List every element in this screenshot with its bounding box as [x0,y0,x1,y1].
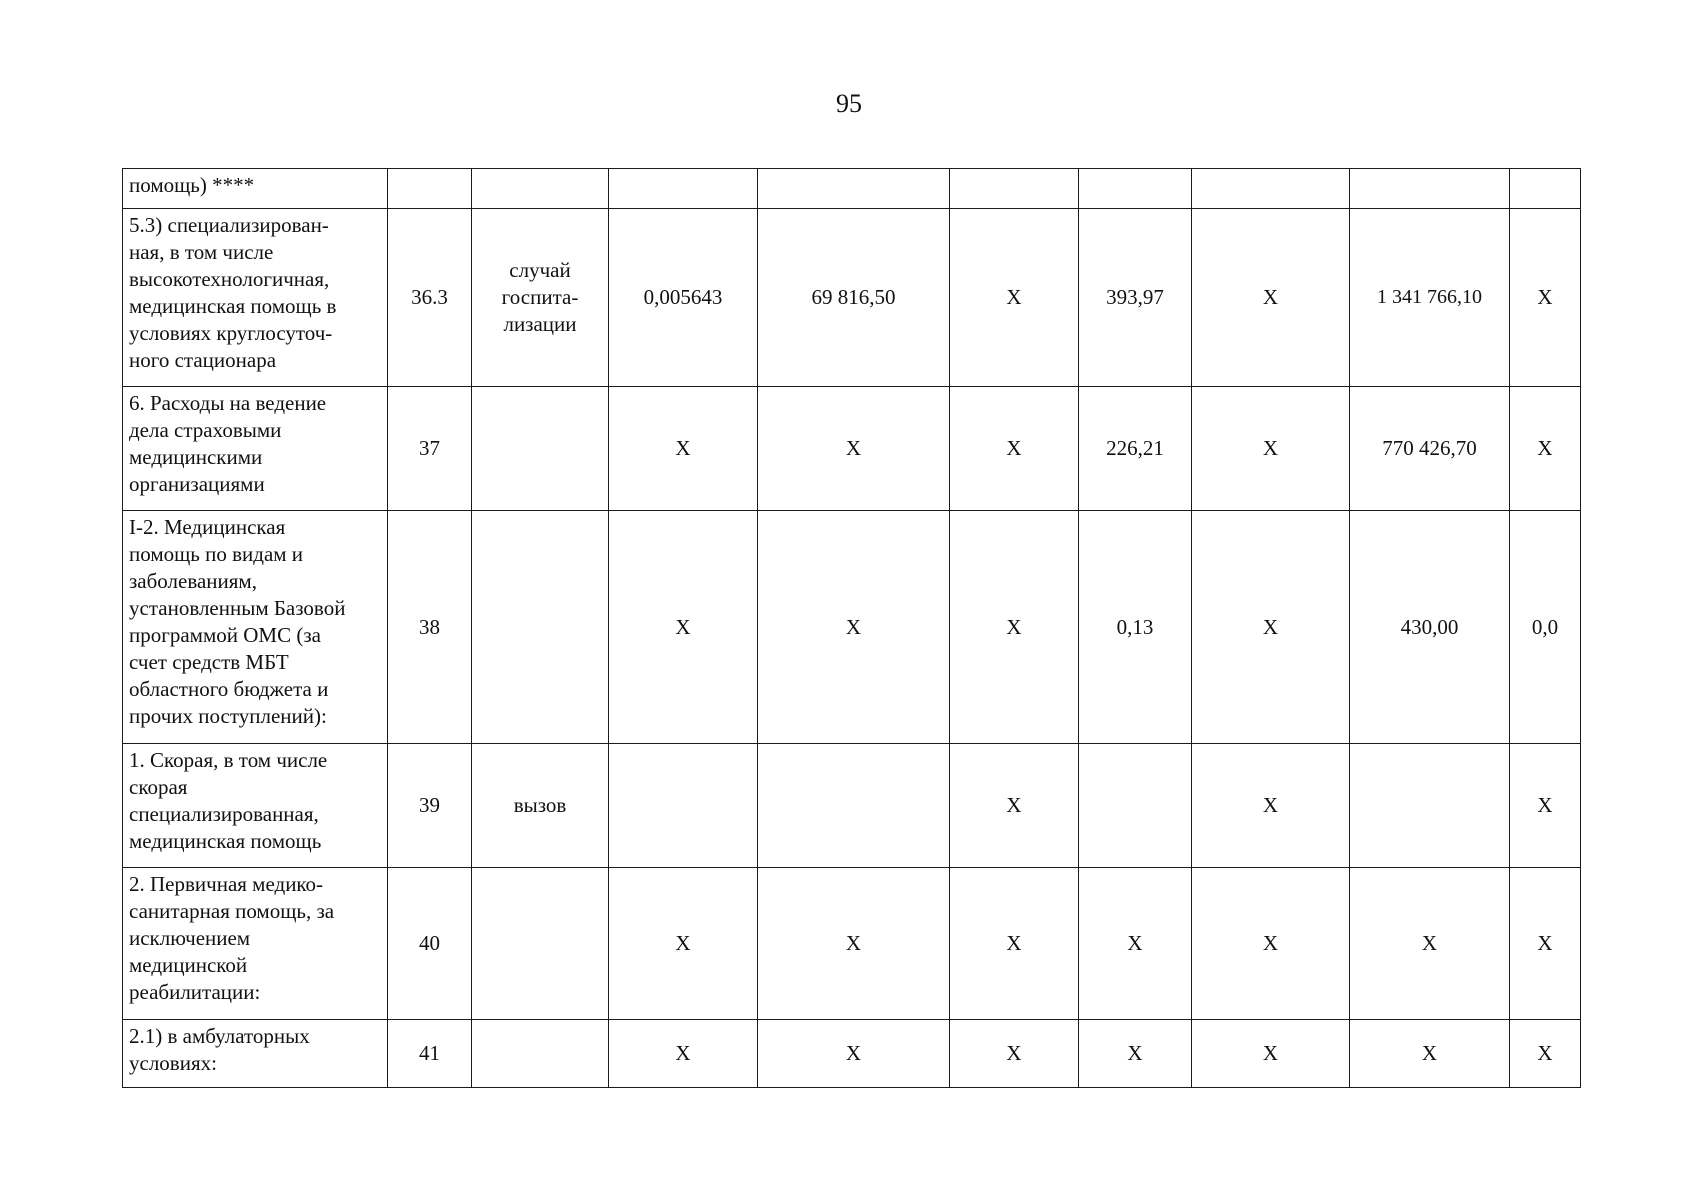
row-number: 37 [419,436,440,460]
value-cell [1192,511,1350,744]
row-number-cell [388,169,472,209]
row-name: 6. Расходы на ведение дела страховыми медицинскими организациями [129,391,327,496]
value: X [675,614,691,639]
value-cell [1079,1020,1192,1088]
table-row [123,868,1581,1020]
value-cell [609,511,758,744]
value-cell [1350,169,1510,209]
value-cell [758,387,950,511]
value-cell [1079,868,1192,1020]
value: X [1537,436,1553,460]
value: X [845,436,862,460]
value: X [1537,1041,1553,1065]
row-name: 5.3) специализирован- ная, в том числе высокотехнологичная, медицинская помощь в условиях круглосуточ- ного стационара [129,213,337,372]
value-cell [1510,868,1581,1020]
value: X [675,436,691,460]
value-cell [609,1020,758,1088]
value-cell [950,868,1079,1020]
unit: случай госпита- лизации [501,258,579,336]
value: 430,00 [1400,614,1459,639]
table-row [123,387,1581,511]
unit-cell [472,169,609,209]
value: X [1537,931,1553,955]
value-cell [1510,169,1581,209]
row-number-cell [388,868,472,1020]
value-cell [758,169,950,209]
value: 0,13 [1116,614,1154,639]
value-cell [1510,1020,1581,1088]
value-cell [758,209,950,387]
value-cell [950,209,1079,387]
value-cell [950,1020,1079,1088]
value: X [1537,285,1553,309]
value: X [1006,931,1022,955]
value-cell [950,744,1079,868]
value-cell [609,387,758,511]
value: X [845,1041,862,1065]
value: 0,0 [1531,614,1559,639]
value: 770 426,70 [1382,436,1477,460]
row-number: 38 [419,614,440,639]
value: X [1262,793,1279,817]
value-cell [758,1020,950,1088]
value: X [845,614,862,639]
value: X [1006,793,1022,817]
value: X [1127,931,1143,955]
value: X [1006,614,1022,639]
row-name: помощь) **** [129,173,255,197]
table-row [123,209,1581,387]
value-cell [1350,387,1510,511]
value: X [675,931,691,955]
value-cell [1350,209,1510,387]
row-number-cell [388,1020,472,1088]
unit-cell [472,744,609,868]
value-cell [758,744,950,868]
value-cell [1350,868,1510,1020]
value-cell [609,209,758,387]
value-cell [1192,209,1350,387]
value: X [1127,1041,1143,1065]
value: X [675,1041,691,1065]
value: X [1262,285,1279,309]
table-row [123,744,1581,868]
unit-cell [472,868,609,1020]
value-cell [1079,511,1192,744]
value: X [1006,1041,1022,1065]
value: X [1262,1041,1279,1065]
value: X [1262,614,1279,639]
value: X [1421,1041,1438,1065]
value: X [1421,931,1438,955]
row-name-cell [123,1020,388,1088]
row-number-cell [388,209,472,387]
value: X [1006,436,1022,460]
row-number-cell [388,387,472,511]
value-cell [1192,387,1350,511]
unit-cell [472,511,609,744]
value-cell [1192,1020,1350,1088]
unit-cell [472,387,609,511]
row-name-cell [123,387,388,511]
row-name: 2. Первичная медико- санитарная помощь, за исключением медицинской реабилитации: [129,872,335,1004]
unit-cell [472,1020,609,1088]
value: 69 816,50 [811,285,896,309]
row-name: I-2. Медицинская помощь по видам и заболеваниям, установленным Базовой программой ОМС (за счет средств МБТ областного бюджета и прочих поступлений): [129,515,346,728]
value: X [1537,793,1553,817]
row-name-cell [123,169,388,209]
table-row [123,169,1581,209]
value-cell [1350,744,1510,868]
value-cell [1350,511,1510,744]
row-number: 39 [419,793,440,817]
value-cell [609,744,758,868]
value-cell [609,868,758,1020]
table-row [123,1020,1581,1088]
value: X [1262,436,1279,460]
value: 393,97 [1106,285,1164,309]
value: X [845,931,862,955]
unit-cell [472,209,609,387]
table-row [123,511,1581,744]
value-cell [758,511,950,744]
value-cell [1079,744,1192,868]
value-cell [1510,511,1581,744]
unit: вызов [513,793,567,817]
value-cell [950,387,1079,511]
value: 226,21 [1106,436,1164,460]
row-name: 1. Скорая, в том числе скорая специализированная, медицинская помощь [129,748,328,853]
value: X [1262,931,1279,955]
value: 0,005643 [643,285,723,309]
value-cell [1350,1020,1510,1088]
value-cell [1192,868,1350,1020]
value-cell [1079,387,1192,511]
value-cell [950,511,1079,744]
row-name-cell [123,511,388,744]
value-cell [950,169,1079,209]
value-cell [1192,169,1350,209]
value-cell [609,169,758,209]
row-name: 2.1) в амбулаторных условиях: [129,1024,310,1075]
data-table [122,168,1581,1088]
row-number: 40 [419,931,440,955]
value-cell [1079,169,1192,209]
row-number: 41 [419,1041,440,1065]
table-body [123,169,1581,1088]
row-name-cell [123,744,388,868]
row-number: 36.3 [411,285,448,309]
value: X [1006,285,1022,309]
row-name-cell [123,209,388,387]
value: 1 341 766,10 [1377,286,1482,308]
page-number: 95 [836,89,862,118]
value-cell [1510,744,1581,868]
value-cell [1079,209,1192,387]
value-cell [1510,387,1581,511]
value-cell [758,868,950,1020]
value-cell [1510,209,1581,387]
row-name-cell [123,868,388,1020]
value-cell [1192,744,1350,868]
row-number-cell [388,511,472,744]
row-number-cell [388,744,472,868]
